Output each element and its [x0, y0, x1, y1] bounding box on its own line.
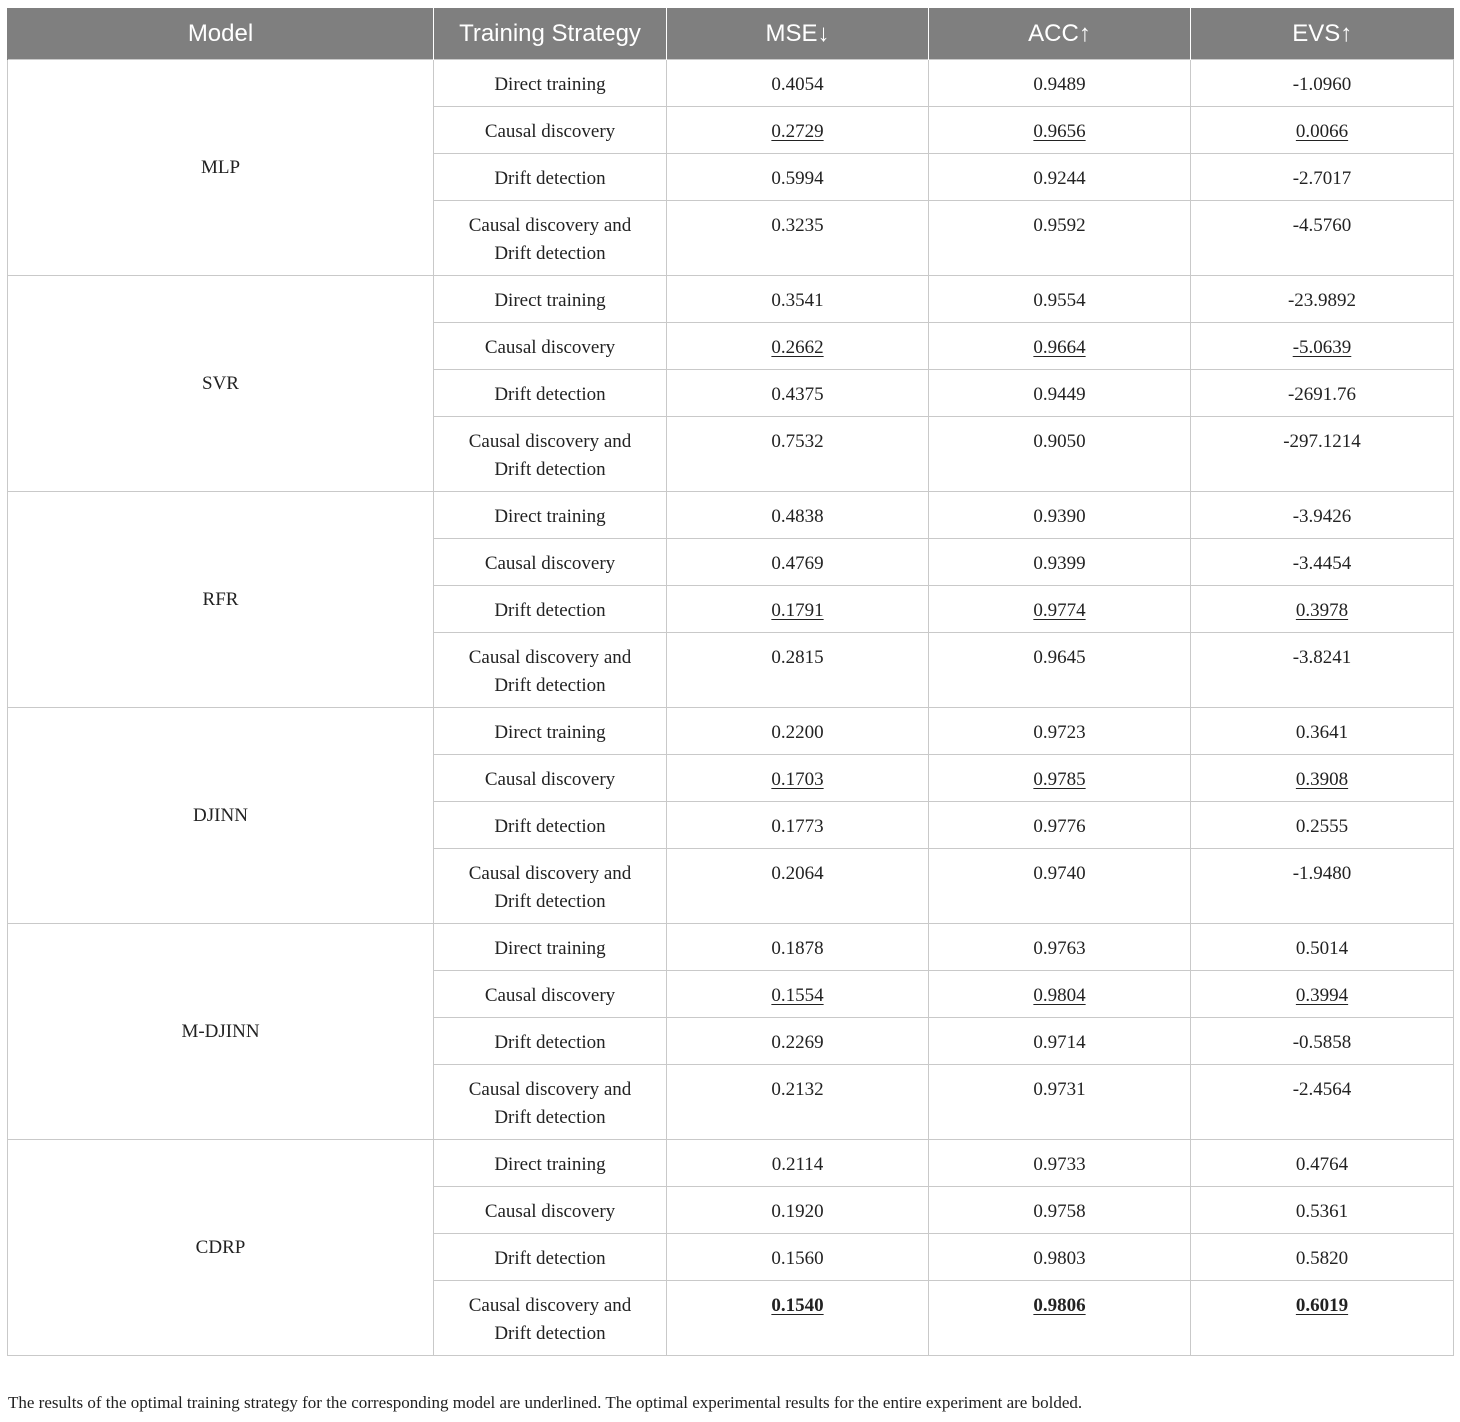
acc-cell	[929, 755, 1191, 802]
mse-value: 0.2132	[771, 1079, 824, 1100]
mse-cell	[667, 971, 929, 1018]
evs-cell	[1191, 586, 1454, 633]
acc-value: 0.9804	[1033, 985, 1086, 1006]
training-strategy-cell	[434, 1140, 667, 1187]
acc-value: 0.9731	[1033, 1079, 1086, 1100]
evs-value: -297.1214	[1283, 431, 1361, 452]
mse-value: 0.1560	[771, 1248, 824, 1269]
evs-value: -0.5858	[1292, 1032, 1352, 1053]
acc-value: 0.9554	[1033, 290, 1086, 311]
header-row	[8, 8, 1454, 60]
evs-cell	[1191, 107, 1454, 154]
model-name-cell: M-DJINN	[8, 924, 434, 1140]
mse-value: 0.3541	[771, 290, 824, 311]
mse-value: 0.2662	[771, 337, 824, 358]
mse-value: 0.5994	[771, 168, 824, 189]
evs-value: 0.3978	[1295, 600, 1349, 621]
evs-value: 0.3908	[1295, 769, 1349, 790]
model-name-cell: SVR	[8, 276, 434, 492]
table-row	[8, 492, 1454, 539]
acc-cell	[929, 708, 1191, 755]
training-strategy-cell	[434, 924, 667, 971]
training-strategy-cell	[434, 971, 667, 1018]
acc-value: 0.9763	[1033, 938, 1086, 959]
table-row	[8, 276, 1454, 323]
acc-value: 0.9733	[1033, 1154, 1086, 1175]
training-strategy-text: Causal discovery and Drift detection	[468, 215, 632, 264]
training-strategy-cell	[434, 802, 667, 849]
mse-value: 0.1540	[771, 1295, 824, 1316]
training-strategy-text: Direct training	[494, 722, 606, 743]
evs-cell	[1191, 1234, 1454, 1281]
training-strategy-text: Causal discovery and Drift detection	[468, 863, 632, 912]
mse-value: 0.4375	[771, 384, 824, 405]
acc-value: 0.9399	[1033, 553, 1086, 574]
training-strategy-cell	[434, 201, 667, 276]
acc-cell	[929, 1234, 1191, 1281]
table-footnote: The results of the optimal training strategy for the corresponding model are underlined. The optimal experimental results for the entire experiment are bolded.	[8, 1393, 1083, 1412]
evs-cell	[1191, 1140, 1454, 1187]
mse-value: 0.1791	[771, 600, 824, 621]
mse-cell	[667, 633, 929, 708]
training-strategy-cell	[434, 492, 667, 539]
acc-value: 0.9645	[1033, 647, 1086, 668]
evs-cell	[1191, 201, 1454, 276]
training-strategy-cell	[434, 586, 667, 633]
mse-cell	[667, 323, 929, 370]
evs-value: 0.5014	[1295, 938, 1349, 959]
mse-value: 0.3235	[771, 215, 824, 236]
evs-value: 0.2555	[1295, 816, 1349, 837]
training-strategy-cell	[434, 1234, 667, 1281]
training-strategy-cell	[434, 107, 667, 154]
evs-cell	[1191, 1281, 1454, 1356]
training-strategy-text: Causal discovery	[484, 121, 616, 142]
training-strategy-cell	[434, 755, 667, 802]
acc-value: 0.9774	[1033, 600, 1086, 621]
evs-value: 0.6019	[1295, 1295, 1349, 1316]
mse-cell	[667, 370, 929, 417]
mse-cell	[667, 1018, 929, 1065]
evs-cell	[1191, 708, 1454, 755]
mse-value: 0.1703	[771, 769, 824, 790]
mse-value: 0.2815	[771, 647, 824, 668]
mse-cell	[667, 154, 929, 201]
evs-value: 0.3641	[1295, 722, 1349, 743]
mse-cell	[667, 276, 929, 323]
mse-cell	[667, 1234, 929, 1281]
mse-cell	[667, 107, 929, 154]
evs-value: -3.4454	[1292, 553, 1352, 574]
evs-value: -2691.76	[1287, 384, 1357, 405]
evs-value: -2.4564	[1292, 1079, 1352, 1100]
evs-cell	[1191, 1065, 1454, 1140]
acc-cell	[929, 802, 1191, 849]
training-strategy-text: Drift detection	[494, 1032, 606, 1053]
training-strategy-text: Causal discovery and Drift detection	[468, 647, 632, 696]
mse-value: 0.2269	[771, 1032, 824, 1053]
mse-value: 0.2200	[771, 722, 824, 743]
evs-value: 0.5820	[1295, 1248, 1349, 1269]
acc-value: 0.9050	[1033, 431, 1086, 452]
training-strategy-cell	[434, 1281, 667, 1356]
training-strategy-text: Direct training	[494, 506, 606, 527]
acc-cell	[929, 60, 1191, 107]
acc-cell	[929, 971, 1191, 1018]
evs-value: -3.8241	[1292, 647, 1352, 668]
acc-value: 0.9244	[1033, 168, 1086, 189]
training-strategy-text: Direct training	[494, 938, 606, 959]
mse-value: 0.1773	[771, 816, 824, 837]
training-strategy-text: Causal discovery	[484, 337, 616, 358]
acc-cell	[929, 633, 1191, 708]
table-row	[8, 1140, 1454, 1187]
training-strategy-text: Causal discovery and Drift detection	[468, 1295, 632, 1344]
column-header-mse: MSE↓	[667, 8, 929, 60]
evs-value: -2.7017	[1292, 168, 1352, 189]
evs-cell	[1191, 276, 1454, 323]
acc-value: 0.9723	[1033, 722, 1086, 743]
acc-cell	[929, 154, 1191, 201]
mse-cell	[667, 708, 929, 755]
acc-cell	[929, 1140, 1191, 1187]
mse-value: 0.2729	[771, 121, 824, 142]
training-strategy-cell	[434, 276, 667, 323]
evs-cell	[1191, 924, 1454, 971]
acc-value: 0.9776	[1033, 816, 1086, 837]
training-strategy-cell	[434, 370, 667, 417]
mse-cell	[667, 60, 929, 107]
training-strategy-text: Causal discovery	[484, 1201, 616, 1222]
evs-cell	[1191, 539, 1454, 586]
evs-value: -23.9892	[1287, 290, 1357, 311]
mse-cell	[667, 1281, 929, 1356]
model-name-cell: CDRP	[8, 1140, 434, 1356]
acc-cell	[929, 276, 1191, 323]
training-strategy-cell	[434, 633, 667, 708]
column-header-model: Model	[8, 8, 434, 60]
mse-value: 0.1920	[771, 1201, 824, 1222]
training-strategy-cell	[434, 708, 667, 755]
mse-cell	[667, 755, 929, 802]
model-name-cell: MLP	[8, 60, 434, 276]
evs-cell	[1191, 417, 1454, 492]
model-name-cell: DJINN	[8, 708, 434, 924]
training-strategy-cell	[434, 323, 667, 370]
mse-value: 0.7532	[771, 431, 824, 452]
acc-value: 0.9449	[1033, 384, 1086, 405]
training-strategy-cell	[434, 1018, 667, 1065]
acc-cell	[929, 924, 1191, 971]
training-strategy-text: Direct training	[494, 1154, 606, 1175]
evs-cell	[1191, 370, 1454, 417]
evs-value: -1.0960	[1292, 74, 1352, 95]
acc-cell	[929, 417, 1191, 492]
mse-value: 0.4769	[771, 553, 824, 574]
mse-value: 0.1878	[771, 938, 824, 959]
acc-value: 0.9758	[1033, 1201, 1086, 1222]
mse-cell	[667, 539, 929, 586]
evs-value: -3.9426	[1292, 506, 1352, 527]
evs-cell	[1191, 849, 1454, 924]
training-strategy-cell	[434, 539, 667, 586]
acc-value: 0.9656	[1033, 121, 1086, 142]
acc-value: 0.9390	[1033, 506, 1086, 527]
training-strategy-text: Direct training	[494, 290, 606, 311]
acc-cell	[929, 539, 1191, 586]
evs-value: -1.9480	[1292, 863, 1352, 884]
training-strategy-text: Causal discovery and Drift detection	[468, 1079, 632, 1128]
acc-cell	[929, 370, 1191, 417]
mse-value: 0.2114	[771, 1154, 824, 1175]
evs-cell	[1191, 323, 1454, 370]
acc-value: 0.9806	[1033, 1295, 1086, 1316]
acc-value: 0.9592	[1033, 215, 1086, 236]
evs-cell	[1191, 1018, 1454, 1065]
results-table	[7, 8, 1454, 1356]
acc-cell	[929, 492, 1191, 539]
training-strategy-text: Drift detection	[494, 168, 606, 189]
training-strategy-cell	[434, 1065, 667, 1140]
training-strategy-cell	[434, 849, 667, 924]
acc-cell	[929, 849, 1191, 924]
training-strategy-cell	[434, 154, 667, 201]
training-strategy-text: Direct training	[494, 74, 606, 95]
acc-cell	[929, 323, 1191, 370]
acc-cell	[929, 586, 1191, 633]
acc-value: 0.9714	[1033, 1032, 1086, 1053]
mse-cell	[667, 1140, 929, 1187]
evs-value: -5.0639	[1292, 337, 1352, 358]
acc-cell	[929, 201, 1191, 276]
evs-cell	[1191, 971, 1454, 1018]
evs-cell	[1191, 755, 1454, 802]
mse-cell	[667, 1065, 929, 1140]
acc-cell	[929, 1065, 1191, 1140]
training-strategy-text: Drift detection	[494, 600, 606, 621]
training-strategy-text: Drift detection	[494, 1248, 606, 1269]
mse-cell	[667, 802, 929, 849]
acc-cell	[929, 1281, 1191, 1356]
column-header-acc: ACC↑	[929, 8, 1191, 60]
mse-value: 0.4838	[771, 506, 824, 527]
mse-value: 0.2064	[771, 863, 824, 884]
mse-cell	[667, 201, 929, 276]
mse-value: 0.4054	[771, 74, 824, 95]
acc-value: 0.9803	[1033, 1248, 1086, 1269]
table-row	[8, 60, 1454, 107]
mse-cell	[667, 1187, 929, 1234]
training-strategy-text: Causal discovery	[484, 769, 616, 790]
acc-value: 0.9740	[1033, 863, 1086, 884]
evs-cell	[1191, 1187, 1454, 1234]
evs-cell	[1191, 633, 1454, 708]
column-header-evs: EVS↑	[1191, 8, 1454, 60]
mse-cell	[667, 417, 929, 492]
acc-value: 0.9489	[1033, 74, 1086, 95]
training-strategy-text: Causal discovery	[484, 985, 616, 1006]
evs-value: -4.5760	[1292, 215, 1352, 236]
table-row	[8, 924, 1454, 971]
evs-cell	[1191, 60, 1454, 107]
evs-cell	[1191, 802, 1454, 849]
acc-value: 0.9785	[1033, 769, 1086, 790]
acc-value: 0.9664	[1033, 337, 1086, 358]
evs-cell	[1191, 492, 1454, 539]
training-strategy-cell	[434, 1187, 667, 1234]
evs-value: 0.0066	[1295, 121, 1349, 142]
mse-value: 0.1554	[771, 985, 824, 1006]
table-row	[8, 708, 1454, 755]
evs-value: 0.4764	[1295, 1154, 1349, 1175]
training-strategy-text: Causal discovery and Drift detection	[468, 431, 632, 480]
mse-cell	[667, 586, 929, 633]
acc-cell	[929, 1187, 1191, 1234]
evs-value: 0.5361	[1295, 1201, 1349, 1222]
training-strategy-cell	[434, 417, 667, 492]
acc-cell	[929, 1018, 1191, 1065]
training-strategy-text: Drift detection	[494, 816, 606, 837]
mse-cell	[667, 849, 929, 924]
model-name-cell: RFR	[8, 492, 434, 708]
training-strategy-text: Drift detection	[494, 384, 606, 405]
mse-cell	[667, 924, 929, 971]
evs-value: 0.3994	[1295, 985, 1349, 1006]
evs-cell	[1191, 154, 1454, 201]
column-header-training-strategy: Training Strategy	[434, 8, 667, 60]
mse-cell	[667, 492, 929, 539]
training-strategy-cell	[434, 60, 667, 107]
training-strategy-text: Causal discovery	[484, 553, 616, 574]
acc-cell	[929, 107, 1191, 154]
